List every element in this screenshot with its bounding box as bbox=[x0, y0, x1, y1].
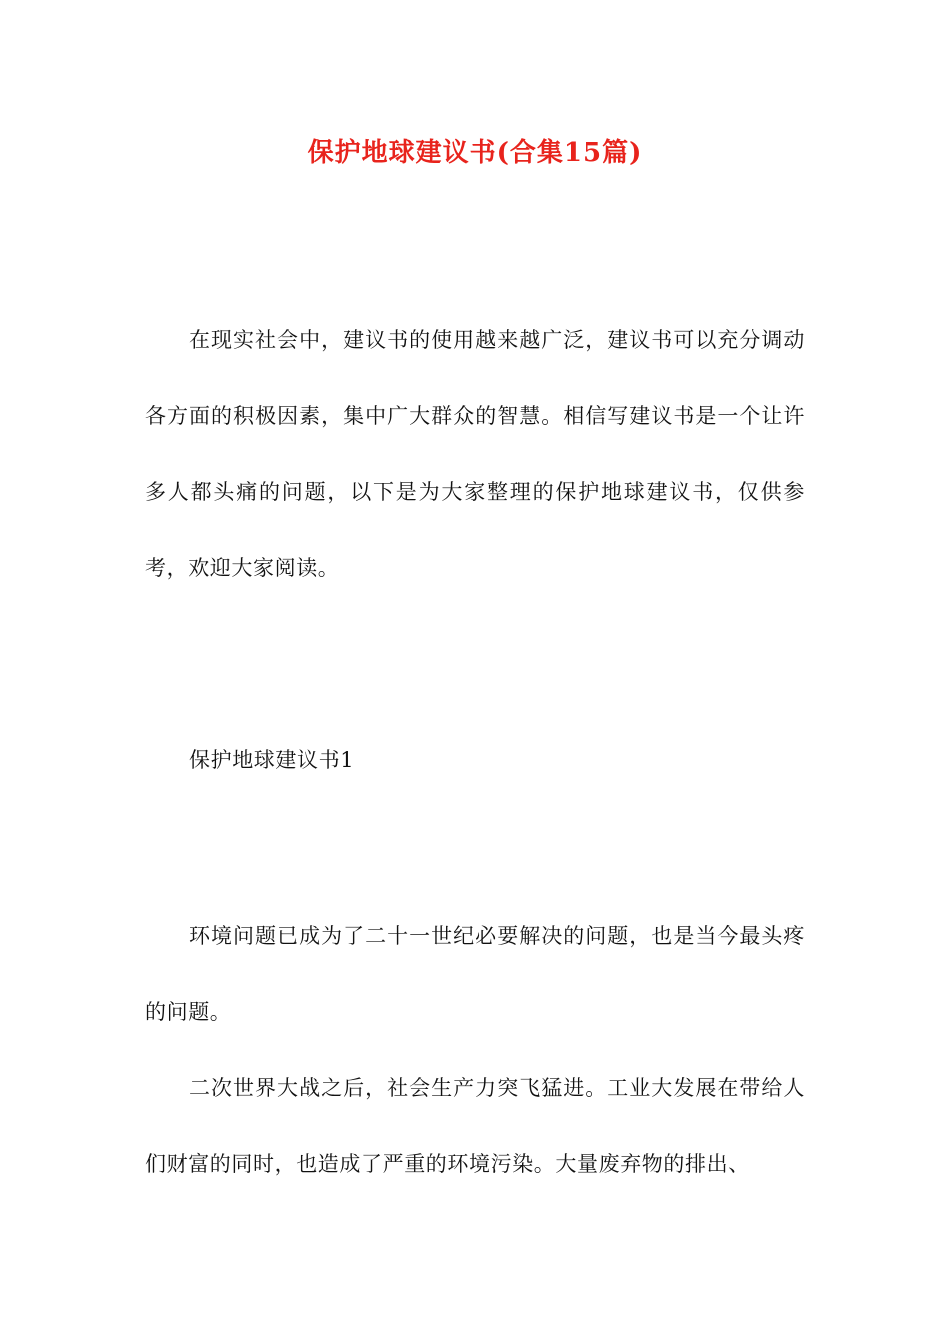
body-paragraph: 二次世界大战之后，社会生产力突飞猛进。工业大发展在带给人们财富的同时，也造成了严重的环境污染。大量废弃物的排出、 bbox=[145, 1076, 805, 1176]
body-paragraph: 环境问题已成为了二十一世纪必要解决的问题，也是当今最头疼的问题。 bbox=[145, 924, 805, 1024]
intro-paragraph: 在现实社会中，建议书的使用越来越广泛，建议书可以充分调动各方面的积极因素，集中广大群众的智慧。相信写建议书是一个让许多人都头痛的问题，以下是为大家整理的保护地球建议书，仅供参考，欢迎大家阅读。 bbox=[145, 328, 805, 580]
document-title: 保护地球建议书(合集15篇) bbox=[307, 138, 643, 168]
section-heading: 保护地球建议书1 bbox=[189, 748, 355, 772]
